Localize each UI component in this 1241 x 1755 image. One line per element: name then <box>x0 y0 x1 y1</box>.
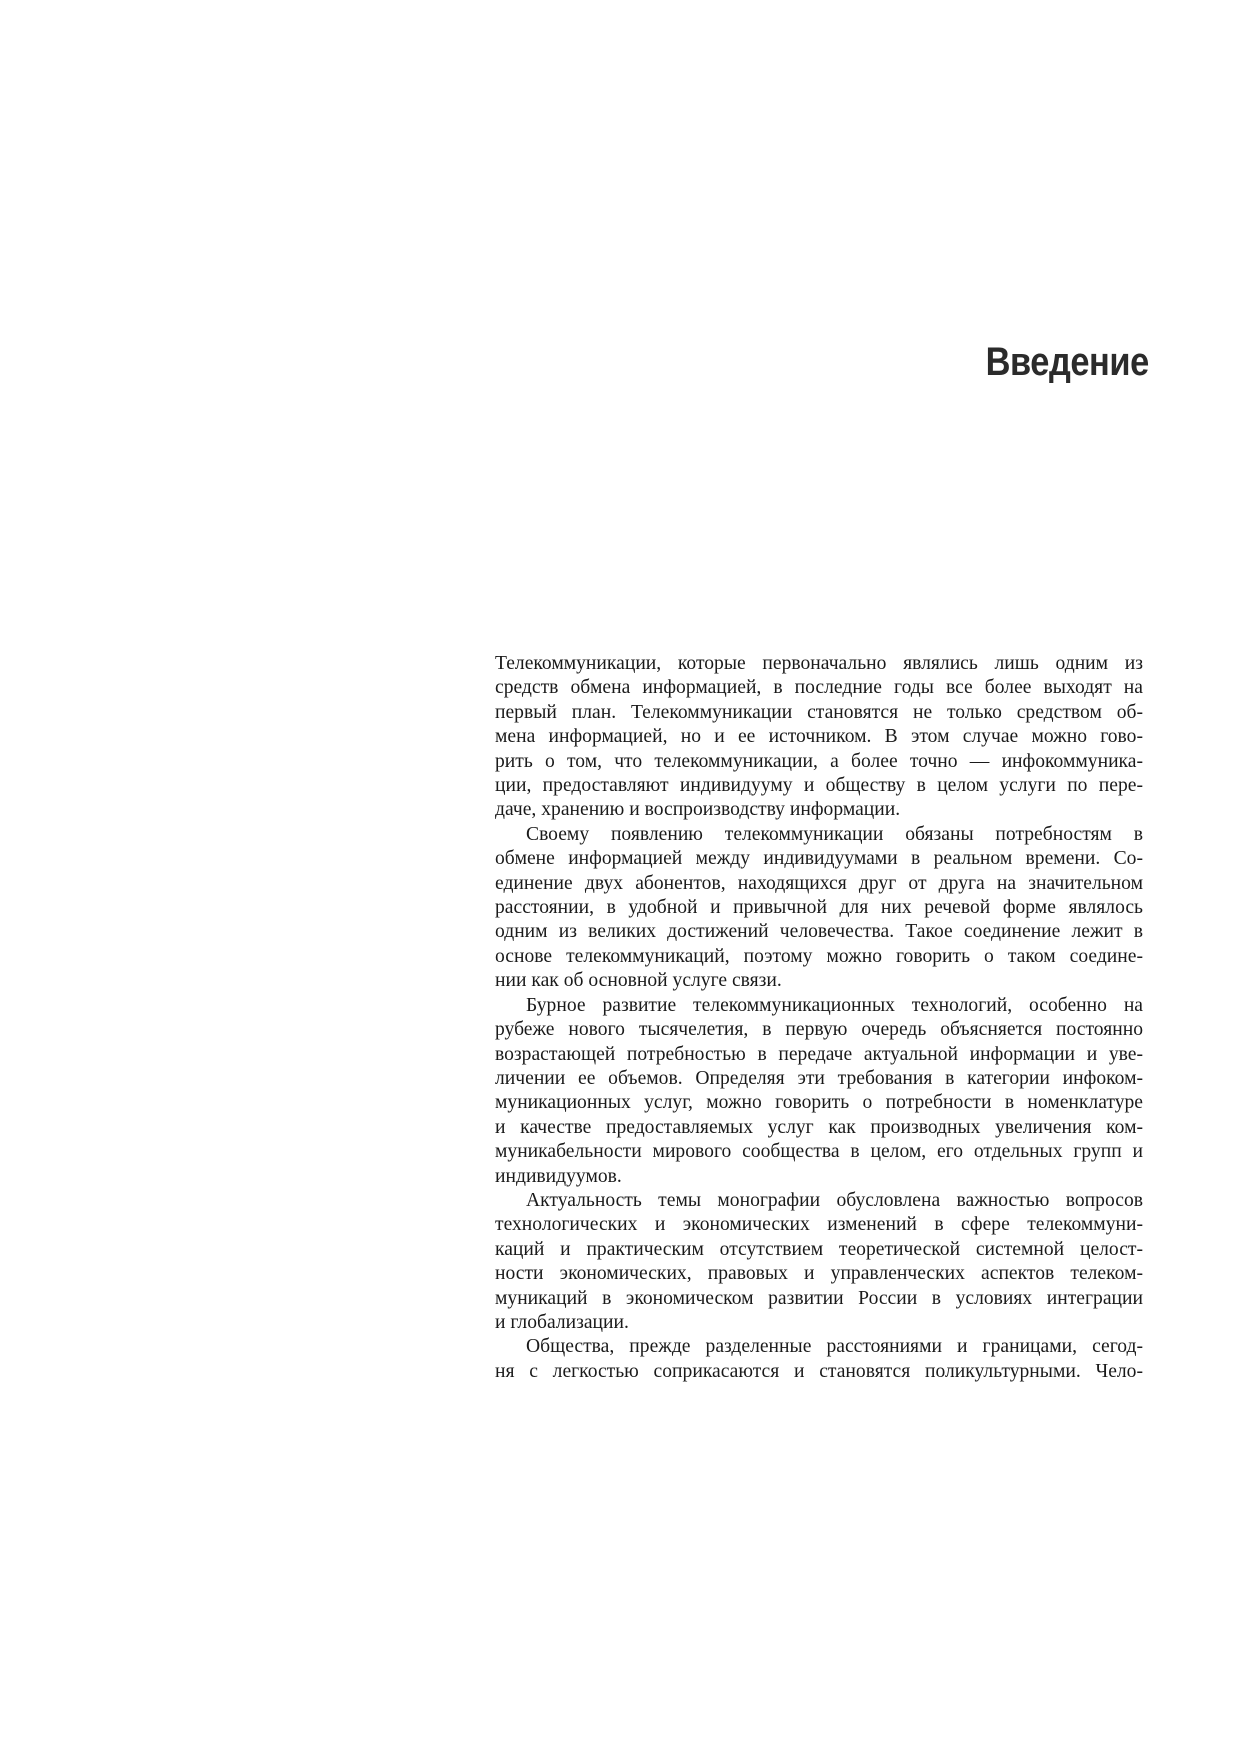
text-line: рубеже нового тысячелетия, в первую очередь объясняется постоянно <box>495 1019 1143 1041</box>
text-line: Телекоммуникации, которые первоначально являлись лишь одним из <box>495 653 1143 674</box>
text-line: ции, предоставляют индивидууму и обществу в целом услуги по пере- <box>495 775 1143 797</box>
text-line: технологических и экономических изменений в сфере телекоммуни- <box>495 1214 1143 1236</box>
text-line: муникаций в экономическом развитии России в условиях интеграции <box>495 1287 1143 1309</box>
text-line: Актуальность темы монографии обусловлена важностью вопросов <box>526 1189 1143 1211</box>
text-line: даче, хранению и воспроизводству информации. <box>495 799 901 821</box>
text-line: нии как об основной услуге связи. <box>495 970 782 992</box>
text-line: Бурное развитие телекоммуникационных технологий, особенно на <box>526 994 1143 1016</box>
text-line: Своему появлению телекоммуникации обязаны потребностям в <box>526 823 1143 845</box>
text-line: муникабельности мирового сообщества в целом, его отдельных групп и <box>495 1141 1143 1163</box>
text-line: обмене информацией между индивидуумами в реальном времени. Со- <box>495 848 1143 870</box>
text-line: одним из великих достижений человечества. Такое соединение лежит в <box>495 921 1143 943</box>
text-line: Общества, прежде разделенные расстояниями и границами, сегод- <box>526 1336 1143 1358</box>
text-line: рить о том, что телекоммуникации, а более точно — инфокоммуника- <box>495 750 1143 772</box>
chapter-title: Введение <box>985 340 1149 384</box>
text-line: средств обмена информацией, в последние годы все более выходят на <box>495 677 1143 699</box>
chapter-body <box>495 652 1143 1384</box>
paragraph <box>495 1335 1143 1384</box>
text-line: муникационных услуг, можно говорить о потребности в номенклатуре <box>495 1092 1143 1114</box>
paragraph <box>495 823 1143 994</box>
text-line: и качестве предоставляемых услуг как производных увеличения ком- <box>495 1116 1143 1138</box>
text-line: индивидуумов. <box>495 1165 622 1187</box>
paragraph <box>495 652 1143 823</box>
text-line: каций и практическим отсутствием теоретической системной целост- <box>495 1238 1143 1260</box>
text-line: первый план. Телекоммуникации становятся не только средством об- <box>495 701 1143 723</box>
text-line: единение двух абонентов, находящихся друг от друга на значительном <box>495 872 1143 894</box>
text-line: возрастающей потребностью в передаче актуальной информации и уве- <box>495 1043 1143 1065</box>
text-line: ности экономических, правовых и управленческих аспектов телеком- <box>495 1263 1143 1285</box>
text-line: и глобализации. <box>495 1311 629 1333</box>
text-line: расстоянии, в удобной и привычной для них речевой форме являлось <box>495 897 1143 919</box>
text-line: личении ее объемов. Определяя эти требования в категории инфоком- <box>495 1067 1143 1089</box>
paragraph <box>495 994 1143 1189</box>
paragraph <box>495 1189 1143 1335</box>
text-line: мена информацией, но и ее источником. В этом случае можно гово- <box>495 726 1143 748</box>
text-line: основе телекоммуникаций, поэтому можно говорить о таком соедине- <box>495 945 1143 967</box>
text-line: ня с легкостью соприкасаются и становятся поликультурными. Чело- <box>495 1360 1143 1382</box>
